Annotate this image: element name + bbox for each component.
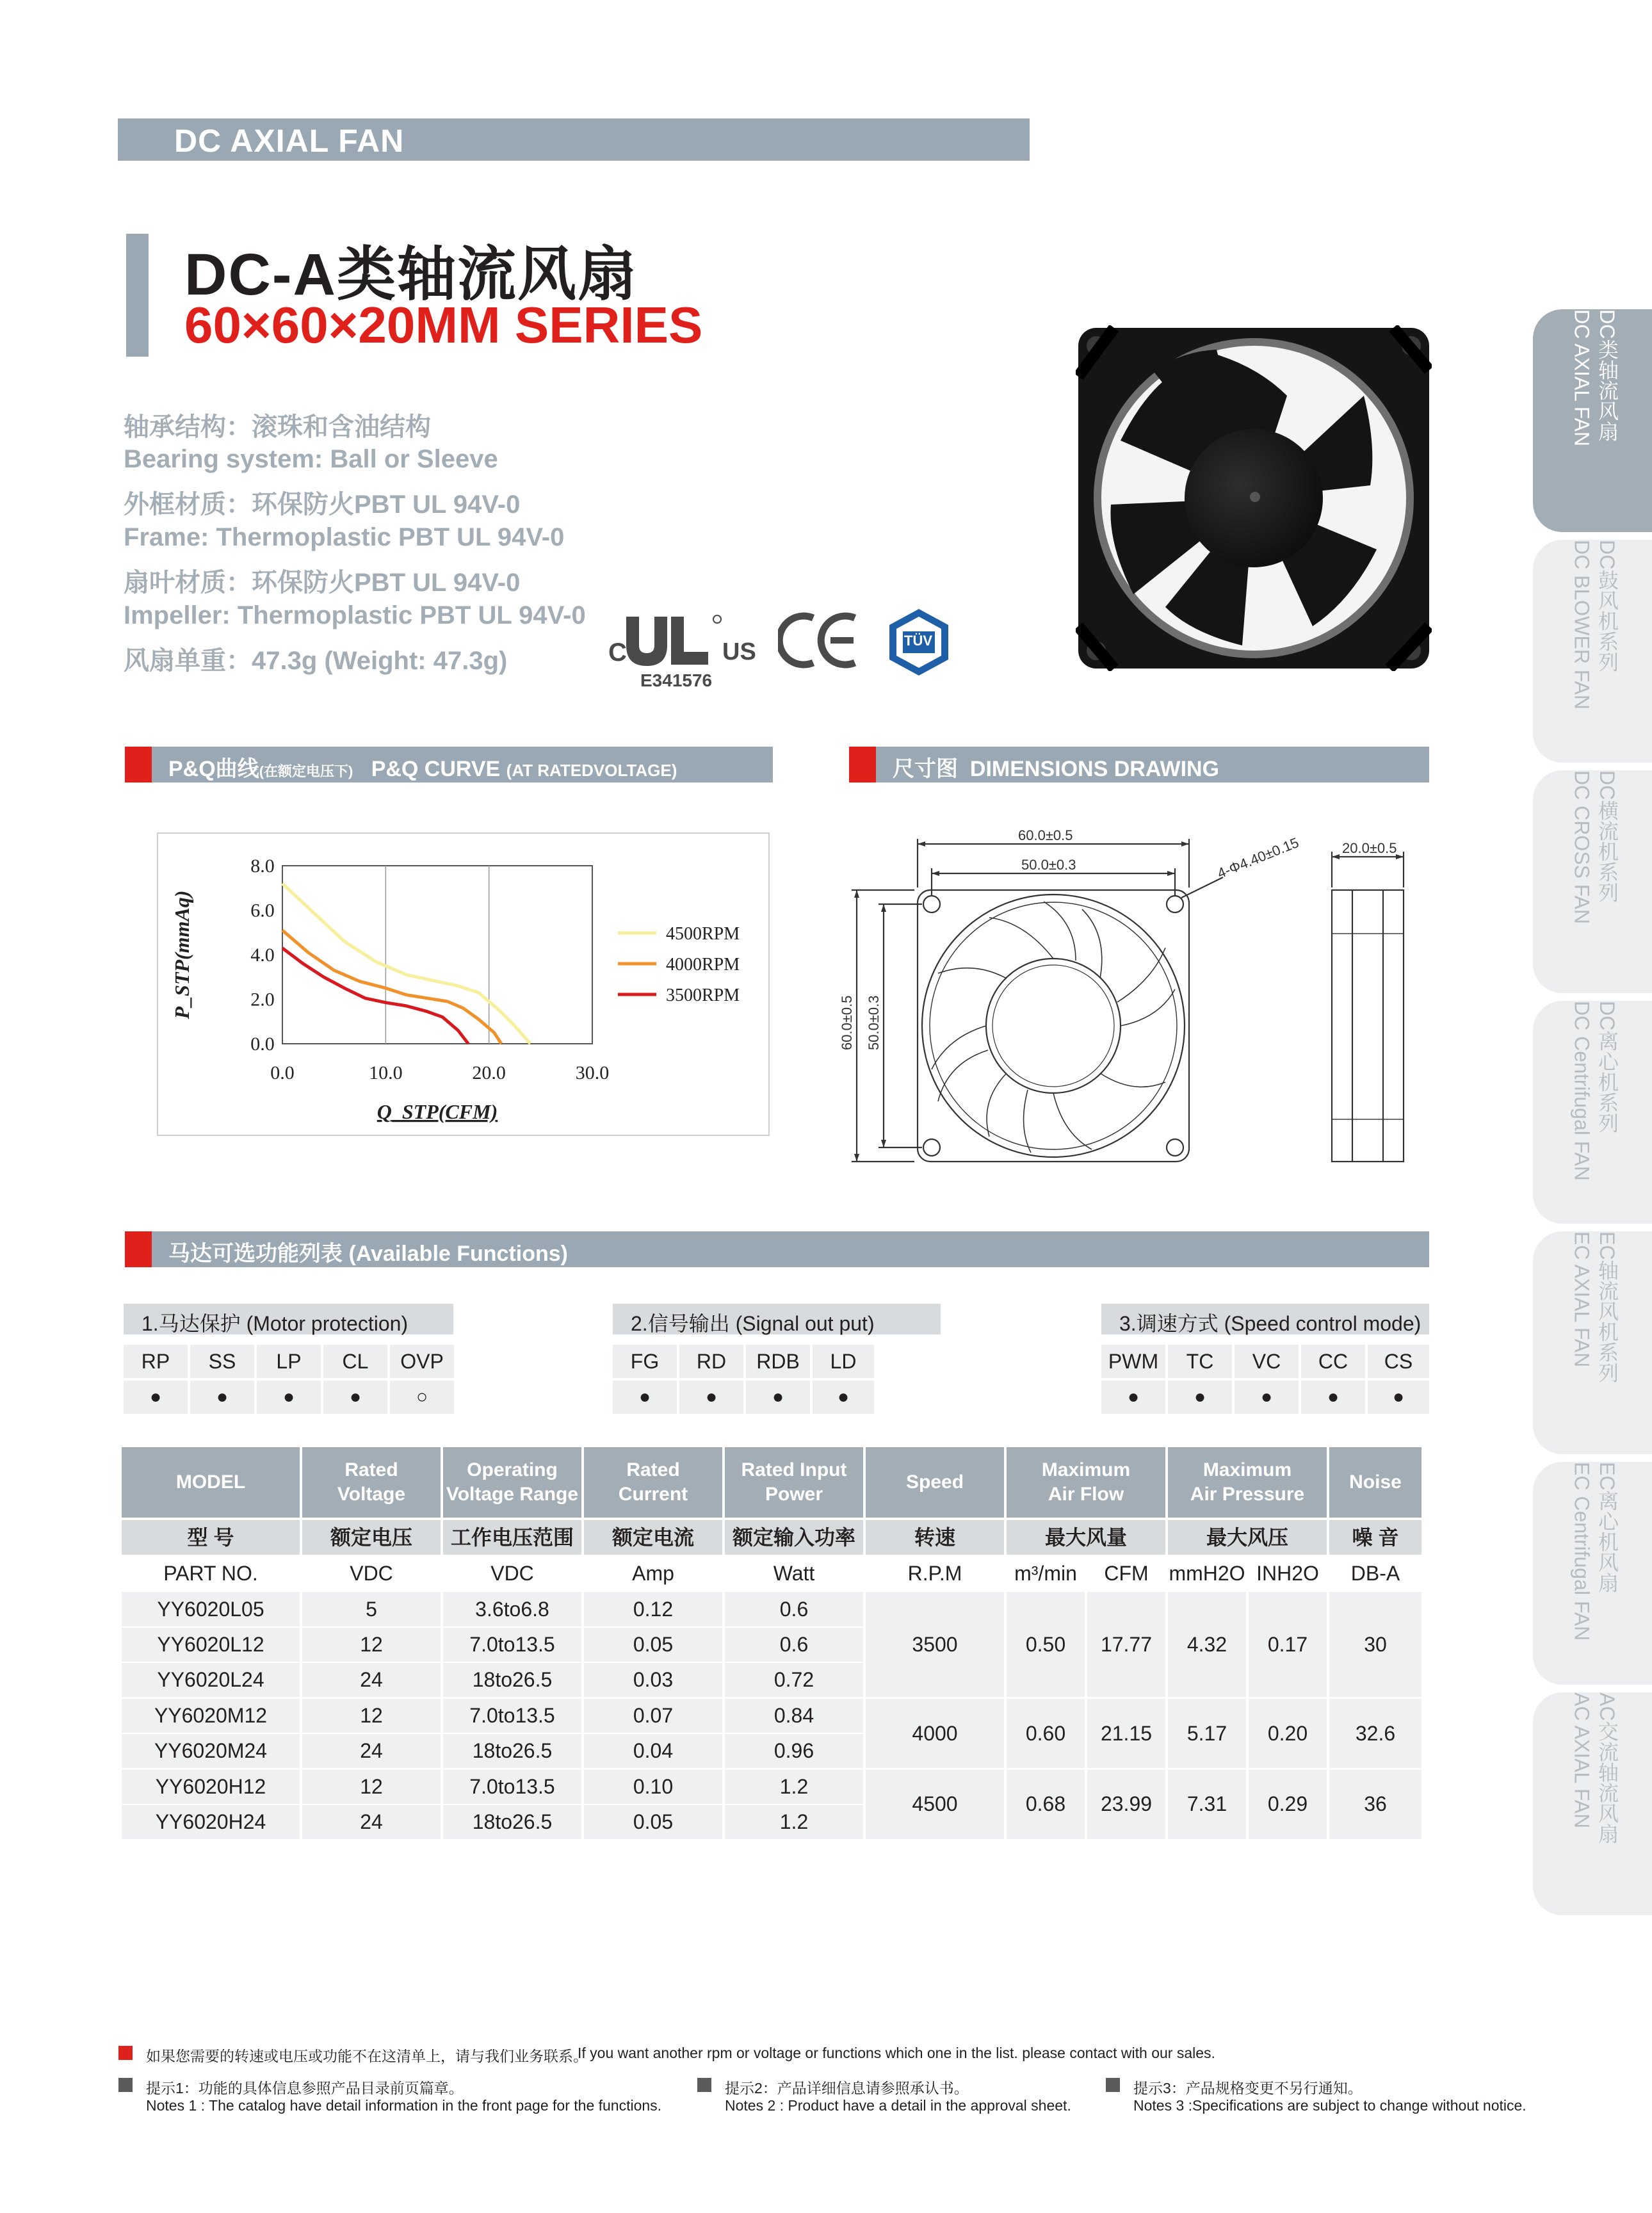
note-1-en: Notes 1 : The catalog have detail information in the front page for the functions. (146, 2097, 662, 2114)
legend-label-4000rpm: 4000RPM (666, 955, 740, 975)
note-marker-gray (1106, 2078, 1120, 2092)
function-availability-rp: ● (124, 1381, 188, 1414)
cn-header-model: 型 号 (122, 1520, 300, 1555)
table-row-model: YY6020L24 (157, 1668, 264, 1691)
function-code-tc: TC (1168, 1345, 1232, 1378)
legend-label-4500rpm: 4500RPM (666, 924, 740, 944)
pq-curve-section-bar (125, 747, 773, 782)
table-row-model: YY6020M24 (154, 1739, 268, 1762)
function-availability-pwm: ● (1101, 1381, 1165, 1414)
group-pressure-inh2o: 0.20 (1267, 1722, 1308, 1745)
unit-amp: Amp (632, 1562, 674, 1585)
table-row-current: 0.04 (633, 1739, 674, 1762)
group-airflow-cfm: 17.77 (1100, 1633, 1153, 1656)
table-row-power: 0.96 (773, 1739, 814, 1762)
table-row-model: YY6020L12 (157, 1633, 264, 1656)
table-row-voltage: 12 (360, 1633, 383, 1656)
x-tick-label: 20.0 (472, 1062, 506, 1083)
group-airflow-m3: 0.68 (1025, 1792, 1066, 1815)
dimensions-drawing (832, 826, 1441, 1172)
dim-heading-en: DIMENSIONS DRAWING (969, 757, 1220, 781)
y-tick-label: 4.0 (250, 944, 275, 966)
motor-protection-title: 1.马达保护 (Motor protection) (142, 1312, 409, 1335)
table-row-model: YY6020L05 (157, 1598, 264, 1621)
function-code-cc: CC (1301, 1345, 1365, 1378)
side-tab-label-cn: DC类轴流风扇 (1596, 309, 1619, 442)
function-code-cs: CS (1368, 1345, 1429, 1378)
side-tab-label-en: DC Centrifugal FAN (1570, 1001, 1594, 1181)
group-speed: 4000 (912, 1722, 958, 1745)
function-code-ovp: OVP (390, 1345, 454, 1378)
side-tab-label-en: AC AXIAL FAN (1570, 1692, 1594, 1829)
pq-heading-en-note: (AT RATEDVOLTAGE) (506, 761, 677, 780)
table-row-current: 0.10 (633, 1775, 674, 1798)
spec-weight: 风扇单重：47.3g (Weight: 47.3g) (124, 647, 508, 675)
cn-header-speed: 转速 (866, 1520, 1004, 1555)
note-main-en: If you want another rpm or voltage or functions which one in the list. please contact with our sales. (578, 2045, 1215, 2061)
unit-dba: DB-A (1350, 1562, 1400, 1585)
table-row-range: 7.0to13.5 (469, 1704, 555, 1727)
table-row-current: 0.05 (633, 1633, 674, 1656)
cn-header-pressure: 最大风压 (1168, 1520, 1327, 1555)
table-row-range: 18to26.5 (472, 1739, 553, 1762)
header-max-pressure: Maximum Air Pressure (1168, 1447, 1327, 1518)
y-tick-label: 8.0 (250, 855, 275, 877)
page-title: DC-A类轴流风扇 (184, 242, 638, 307)
tuv-certification-logo (884, 607, 954, 677)
pq-heading-en: P&Q CURVE (371, 757, 501, 781)
function-code-rp: RP (124, 1345, 188, 1378)
table-row-range: 7.0to13.5 (469, 1633, 555, 1656)
motor-protection-header (124, 1304, 453, 1334)
group-airflow-m3: 0.50 (1025, 1633, 1066, 1656)
function-code-cl: CL (323, 1345, 387, 1378)
unit-mmh2o: mmH2O (1169, 1562, 1245, 1585)
dim-mounting-holes: 4-Φ4.40±0.15 (1215, 834, 1301, 882)
spec-impeller-cn: 扇叶材质：环保防火PBT UL 94V-0 (124, 569, 521, 597)
unit-vdc-range: VDC (490, 1562, 534, 1585)
function-availability-rdb: ● (746, 1381, 810, 1414)
function-availability-vc: ● (1235, 1381, 1299, 1414)
table-row-current: 0.12 (633, 1598, 674, 1621)
side-tab-label-cn: DC鼓风机系列 (1596, 540, 1619, 672)
side-tab-label-en: DC AXIAL FAN (1570, 309, 1594, 446)
table-row-voltage: 5 (366, 1598, 377, 1621)
table-row-voltage: 24 (360, 1810, 383, 1833)
function-code-fg: FG (613, 1345, 677, 1378)
table-row-voltage: 24 (360, 1739, 383, 1762)
series-label: DC AXIAL FAN (174, 123, 405, 159)
note-2-cn: 提示2：产品详细信息请参照承认书。 (725, 2080, 969, 2096)
side-tab-dc-centrifugal-fan[interactable] (1533, 1001, 1652, 1224)
y-tick-label: 2.0 (250, 989, 275, 1010)
spec-bearing-cn: 轴承结构：滚珠和含油结构 (124, 413, 431, 441)
function-availability-lp: ● (257, 1381, 321, 1414)
table-row-current: 0.03 (633, 1668, 674, 1691)
group-pressure-mmh2o: 4.32 (1186, 1633, 1227, 1656)
pq-heading-cn: P&Q曲线 (168, 757, 259, 781)
section-marker (125, 1231, 152, 1267)
function-availability-ld: ● (813, 1381, 874, 1414)
table-row-power: 1.2 (779, 1810, 809, 1833)
group-pressure-mmh2o: 5.17 (1186, 1722, 1227, 1745)
table-row-range: 7.0to13.5 (469, 1775, 555, 1798)
dim-thickness: 20.0±0.5 (1342, 840, 1397, 856)
table-row-current: 0.05 (633, 1810, 674, 1833)
side-tab-ac-axial-fan[interactable] (1533, 1692, 1652, 1915)
header-noise: Noise (1329, 1447, 1421, 1518)
table-row-power: 0.6 (779, 1633, 809, 1656)
spec-frame-en: Frame: Thermoplastic PBT UL 94V-0 (124, 523, 565, 551)
unit-rpm: R.P.M (907, 1562, 962, 1585)
side-tab-label-cn: AC交流轴流风扇 (1596, 1692, 1619, 1844)
series-line-4000rpm (282, 930, 501, 1044)
spec-bearing-en: Bearing system: Ball or Sleeve (124, 445, 498, 473)
unit-vdc: VDC (350, 1562, 393, 1585)
unit-part-no: PART NO. (163, 1562, 258, 1585)
pq-curve-chart (157, 832, 768, 1135)
note-marker-gray (118, 2078, 133, 2092)
series-line-4500rpm (282, 884, 530, 1044)
side-tab-label-en: DC BLOWER FAN (1570, 540, 1594, 709)
side-tab-label-cn: EC轴流风机系列 (1596, 1231, 1619, 1383)
function-availability-fg: ● (613, 1381, 677, 1414)
fan-product-photo (1076, 325, 1432, 671)
unit-watt: Watt (773, 1562, 815, 1585)
group-pressure-inh2o: 0.29 (1267, 1792, 1308, 1815)
header-operating-voltage: Operating Voltage Range (443, 1447, 581, 1518)
side-tab-dc-cross-fan[interactable] (1533, 770, 1652, 993)
cn-header-noise: 噪 音 (1329, 1520, 1421, 1555)
header-rated-current: Rated Current (584, 1447, 722, 1518)
group-pressure-inh2o: 0.17 (1267, 1633, 1308, 1656)
ul-us-mark: US (722, 638, 756, 665)
spec-frame-cn: 外框材质：环保防火PBT UL 94V-0 (124, 490, 521, 519)
functions-heading: 马达可选功能列表 (Available Functions) (168, 1242, 569, 1266)
function-code-vc: VC (1235, 1345, 1299, 1378)
function-code-rdb: RDB (746, 1345, 810, 1378)
header-speed: Speed (866, 1447, 1004, 1518)
speed-control-title: 3.调速方式 (Speed control mode) (1119, 1312, 1421, 1335)
dim-heading-cn: 尺寸图 (893, 757, 958, 781)
group-noise: 32.6 (1355, 1722, 1396, 1745)
note-main-cn: 如果您需要的转速或电压或功能不在这清单上，请与我们业务联系。 (146, 2048, 588, 2064)
function-availability-ovp: ○ (390, 1381, 454, 1414)
cn-header-rated-current: 额定电流 (584, 1520, 722, 1555)
dim-outer-width: 60.0±0.5 (1018, 827, 1073, 843)
header-rated-power: Rated Input Power (725, 1447, 863, 1518)
cn-header-rated-voltage: 额定电压 (302, 1520, 441, 1555)
function-code-lp: LP (257, 1345, 321, 1378)
group-airflow-cfm: 21.15 (1100, 1722, 1153, 1745)
table-row-power: 1.2 (779, 1775, 809, 1798)
table-row-power: 0.6 (779, 1598, 809, 1621)
side-tab-label-cn: EC离心机风扇 (1596, 1462, 1619, 1593)
signal-output-header (613, 1304, 941, 1334)
side-tab-label-cn: DC横流机系列 (1596, 770, 1619, 903)
y-axis-label: P_STP(mmAq) (170, 890, 193, 1019)
note-2-en: Notes 2 : Product have a detail in the approval sheet. (725, 2097, 1071, 2114)
unit-inh2o: INH2O (1256, 1562, 1319, 1585)
note-3-cn: 提示3：产品规格变更不另行通知。 (1133, 2080, 1363, 2096)
dim-inner-width: 50.0±0.3 (1021, 857, 1076, 873)
table-row-model: YY6020M12 (154, 1704, 268, 1727)
cn-header-airflow: 最大风量 (1007, 1520, 1165, 1555)
side-tab-dc-blower-fan[interactable] (1533, 540, 1652, 763)
function-code-ss: SS (190, 1345, 254, 1378)
side-tab-label-en: EC AXIAL FAN (1570, 1231, 1594, 1368)
section-marker (125, 747, 152, 782)
signal-output-title: 2.信号输出 (Signal out put) (631, 1312, 875, 1335)
legend-label-3500rpm: 3500RPM (666, 985, 740, 1005)
x-tick-label: 30.0 (575, 1062, 610, 1083)
cn-header-rated-power: 额定输入功率 (725, 1520, 863, 1555)
group-noise: 30 (1364, 1633, 1387, 1656)
header-max-airflow: Maximum Air Flow (1007, 1447, 1165, 1518)
function-availability-cc: ● (1301, 1381, 1365, 1414)
y-tick-label: 0.0 (250, 1034, 275, 1055)
y-tick-label: 6.0 (250, 900, 275, 921)
group-airflow-cfm: 23.99 (1100, 1792, 1153, 1815)
series-header-bar (118, 118, 1030, 161)
table-row-voltage: 12 (360, 1704, 383, 1727)
functions-section-bar (125, 1231, 1429, 1267)
tuv-text: TÜV (904, 633, 932, 649)
section-marker (849, 747, 876, 782)
function-availability-cs: ● (1368, 1381, 1429, 1414)
group-noise: 36 (1364, 1792, 1387, 1815)
side-tab-label-cn: DC离心机系列 (1596, 1001, 1619, 1133)
table-row-voltage: 12 (360, 1775, 383, 1798)
group-speed: 4500 (912, 1792, 958, 1815)
fan-frame-outline (918, 890, 1189, 1162)
function-availability-cl: ● (323, 1381, 387, 1414)
function-code-ld: LD (813, 1345, 874, 1378)
plot-area-frame (282, 866, 592, 1044)
unit-cfm: CFM (1104, 1562, 1149, 1585)
speed-control-header (1101, 1304, 1429, 1334)
x-tick-label: 0.0 (270, 1062, 295, 1083)
header-model: MODEL (122, 1447, 300, 1518)
dim-inner-height: 50.0±0.3 (866, 995, 882, 1050)
title-accent-bar (126, 234, 149, 357)
table-row-voltage: 24 (360, 1668, 383, 1691)
table-row-range: 18to26.5 (472, 1810, 553, 1833)
group-speed: 3500 (912, 1633, 958, 1656)
side-tab-ec-centrifugal-fan[interactable] (1533, 1462, 1652, 1685)
function-code-rd: RD (679, 1345, 743, 1378)
note-1-cn: 提示1：功能的具体信息参照产品目录前页篇章。 (146, 2080, 464, 2096)
table-row-range: 3.6to6.8 (475, 1598, 549, 1621)
group-pressure-mmh2o: 7.31 (1186, 1792, 1227, 1815)
function-availability-rd: ● (679, 1381, 743, 1414)
table-row-current: 0.07 (633, 1704, 674, 1727)
function-code-pwm: PWM (1101, 1345, 1165, 1378)
function-availability-tc: ● (1168, 1381, 1232, 1414)
dim-outer-height: 60.0±0.5 (839, 995, 855, 1050)
function-availability-ss: ● (190, 1381, 254, 1414)
cn-header-operating-voltage: 工作电压范围 (443, 1520, 581, 1555)
side-tab-ec-axial-fan[interactable] (1533, 1231, 1652, 1454)
note-marker-red (118, 2046, 133, 2060)
dimensions-heading (893, 751, 1219, 782)
x-tick-label: 10.0 (369, 1062, 403, 1083)
page-subtitle: 60×60×20MM SERIES (184, 296, 703, 353)
side-tab-label-en: DC CROSS FAN (1570, 770, 1594, 925)
unit-m3-per-min: m³/min (1014, 1562, 1077, 1585)
pq-heading-cn-note: (在额定电压下) (259, 763, 353, 779)
pq-curve-heading (168, 751, 677, 782)
header-rated-voltage: Rated Voltage (302, 1447, 441, 1518)
ul-certification-logo (607, 612, 761, 692)
ul-c-mark: C (608, 638, 627, 667)
table-row-range: 18to26.5 (472, 1668, 553, 1691)
side-tab-dc-axial-fan[interactable] (1533, 309, 1652, 532)
note-marker-gray (697, 2078, 711, 2092)
table-row-power: 0.72 (773, 1668, 814, 1691)
group-airflow-m3: 0.60 (1025, 1722, 1066, 1745)
x-axis-label: Q_STP(CFM) (377, 1100, 498, 1123)
specification-table (122, 1447, 1421, 1839)
dimensions-section-bar (849, 747, 1429, 782)
table-row-model: YY6020H24 (155, 1810, 266, 1833)
table-row-power: 0.84 (773, 1704, 814, 1727)
spec-impeller-en: Impeller: Thermoplastic PBT UL 94V-0 (124, 601, 586, 629)
table-row-model: YY6020H12 (155, 1775, 266, 1798)
side-tab-label-en: EC Centrifugal FAN (1570, 1462, 1594, 1641)
note-3-en: Notes 3 :Specifications are subject to change without notice. (1133, 2097, 1526, 2114)
ul-file-number: E341576 (640, 670, 713, 690)
ce-mark-logo (778, 612, 861, 669)
